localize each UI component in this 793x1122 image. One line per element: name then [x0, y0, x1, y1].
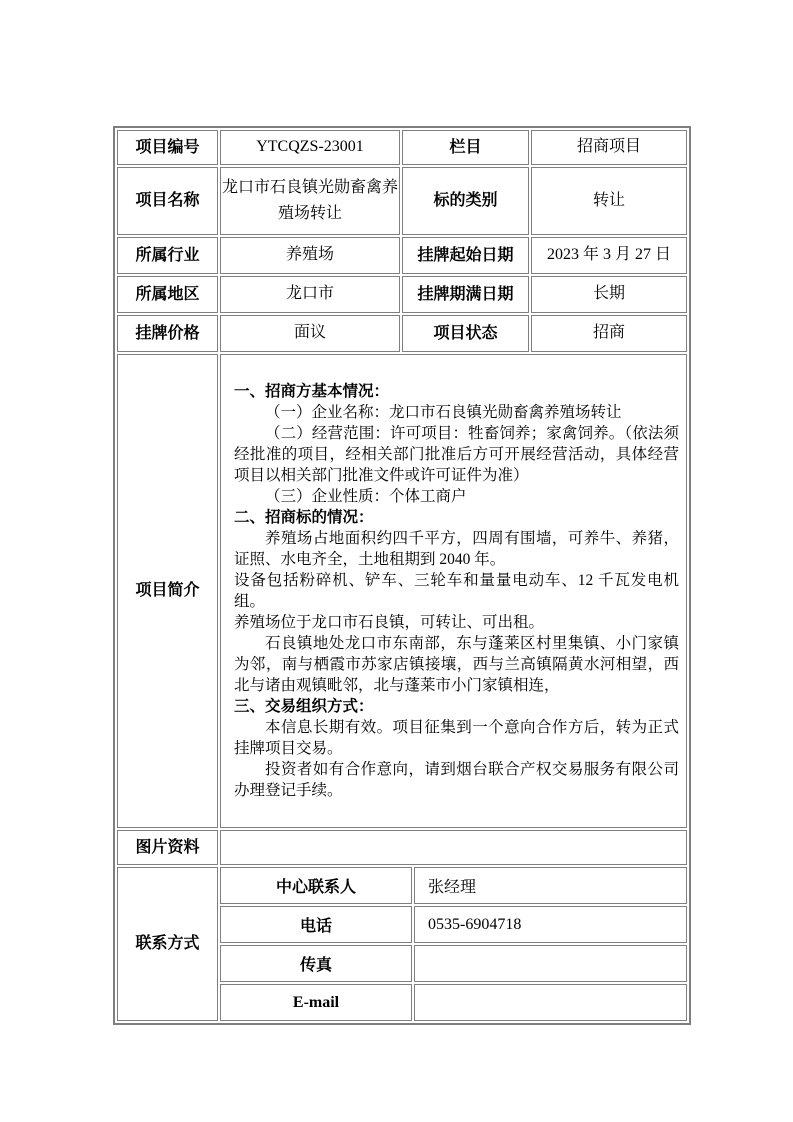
contact-row [220, 906, 687, 943]
project-intro-label: 项目简介 [117, 354, 218, 828]
fax-value [414, 945, 687, 982]
email-value [414, 984, 687, 1021]
listing-start-date-label: 挂牌起始日期 [402, 237, 529, 274]
column-category-label: 栏目 [402, 130, 529, 165]
contact-person-label: 中心联系人 [220, 867, 412, 904]
region-value: 龙口市 [220, 276, 400, 313]
images-row [117, 830, 687, 865]
contact-row [220, 945, 687, 982]
intro-paragraph: （一）企业名称：龙口市石良镇光勋畜禽养殖场转让 [265, 404, 622, 421]
info-row [117, 167, 687, 235]
listing-expiry-date-label: 挂牌期满日期 [402, 276, 529, 313]
info-row [117, 315, 687, 352]
listing-start-date-value: 2023 年 3 月 27 日 [531, 237, 687, 274]
subject-type-value: 转让 [531, 167, 687, 235]
region-label: 所属地区 [117, 276, 218, 313]
fax-label: 传真 [220, 945, 412, 982]
intro-paragraph: （二）经营范围：许可项目：牲畜饲养；家禽饲养。（依法须经批准的项目，经相关部门批准后方可开展经营活动，具体经营项目以相关部门批准文件或许可证件为准） [234, 425, 679, 484]
contact-person-value: 张经理 [414, 867, 687, 904]
info-row [117, 130, 687, 165]
intro-paragraph: （三）企业性质：个体工商户 [265, 488, 467, 505]
project-name-label: 项目名称 [117, 167, 218, 235]
info-row [117, 237, 687, 274]
subject-type-label: 标的类别 [402, 167, 529, 235]
column-category-value: 招商项目 [531, 130, 687, 165]
listing-price-label: 挂牌价格 [117, 315, 218, 352]
listing-info-table [113, 126, 691, 1025]
project-intro-content [220, 354, 687, 828]
intro-paragraph: 养殖场位于龙口市石良镇，可转让、可出租。 [234, 614, 545, 631]
intro-paragraph: 养殖场占地面积约四千平方，四周有围墙，可养牛、养猪，证照、水电齐全，土地租期到 2040 年。 [234, 530, 679, 568]
contact-row [220, 984, 687, 1021]
info-row [117, 276, 687, 313]
images-label: 图片资料 [117, 830, 218, 865]
intro-paragraph: 二、招商标的情况： [234, 509, 374, 526]
intro-paragraph: 投资者如有合作意向，请到烟台联合产权交易服务有限公司办理登记手续。 [234, 761, 679, 799]
industry-label: 所属行业 [117, 237, 218, 274]
project-status-label: 项目状态 [402, 315, 529, 352]
email-label: E-mail [220, 984, 412, 1021]
contact-row [220, 867, 687, 904]
industry-value: 养殖场 [220, 237, 400, 274]
images-value [220, 830, 687, 865]
project-intro-row [117, 354, 687, 828]
intro-paragraph: 石良镇地处龙口市东南部，东与蓬莱区村里集镇、小门家镇为邻，南与栖霞市苏家店镇接壤，西与兰高镇隔黄水河相望，西北与诸由观镇毗邻，北与蓬莱市小门家镇相连， [234, 635, 679, 694]
contact-rows [220, 867, 687, 1021]
phone-label: 电话 [220, 906, 412, 943]
contact-label: 联系方式 [117, 867, 218, 1021]
listing-expiry-date-value: 长期 [531, 276, 687, 313]
project-number-label: 项目编号 [117, 130, 218, 165]
project-name-value: 龙口市石良镇光勋畜禽养殖场转让 [220, 167, 400, 235]
intro-paragraph: 三、交易组织方式： [234, 698, 374, 715]
project-status-value: 招商 [531, 315, 687, 352]
project-number-value: YTCQZS-23001 [220, 130, 400, 165]
listing-price-value: 面议 [220, 315, 400, 352]
intro-paragraph: 设备包括粉碎机、铲车、三轮车和量量电动车、12 千瓦发电机组。 [234, 572, 679, 610]
intro-paragraph: 本信息长期有效。项目征集到一个意向合作方后，转为正式挂牌项目交易。 [234, 719, 679, 757]
phone-value: 0535-6904718 [414, 906, 687, 943]
intro-paragraph: 一、招商方基本情况： [234, 383, 390, 400]
contact-section [117, 867, 687, 1021]
